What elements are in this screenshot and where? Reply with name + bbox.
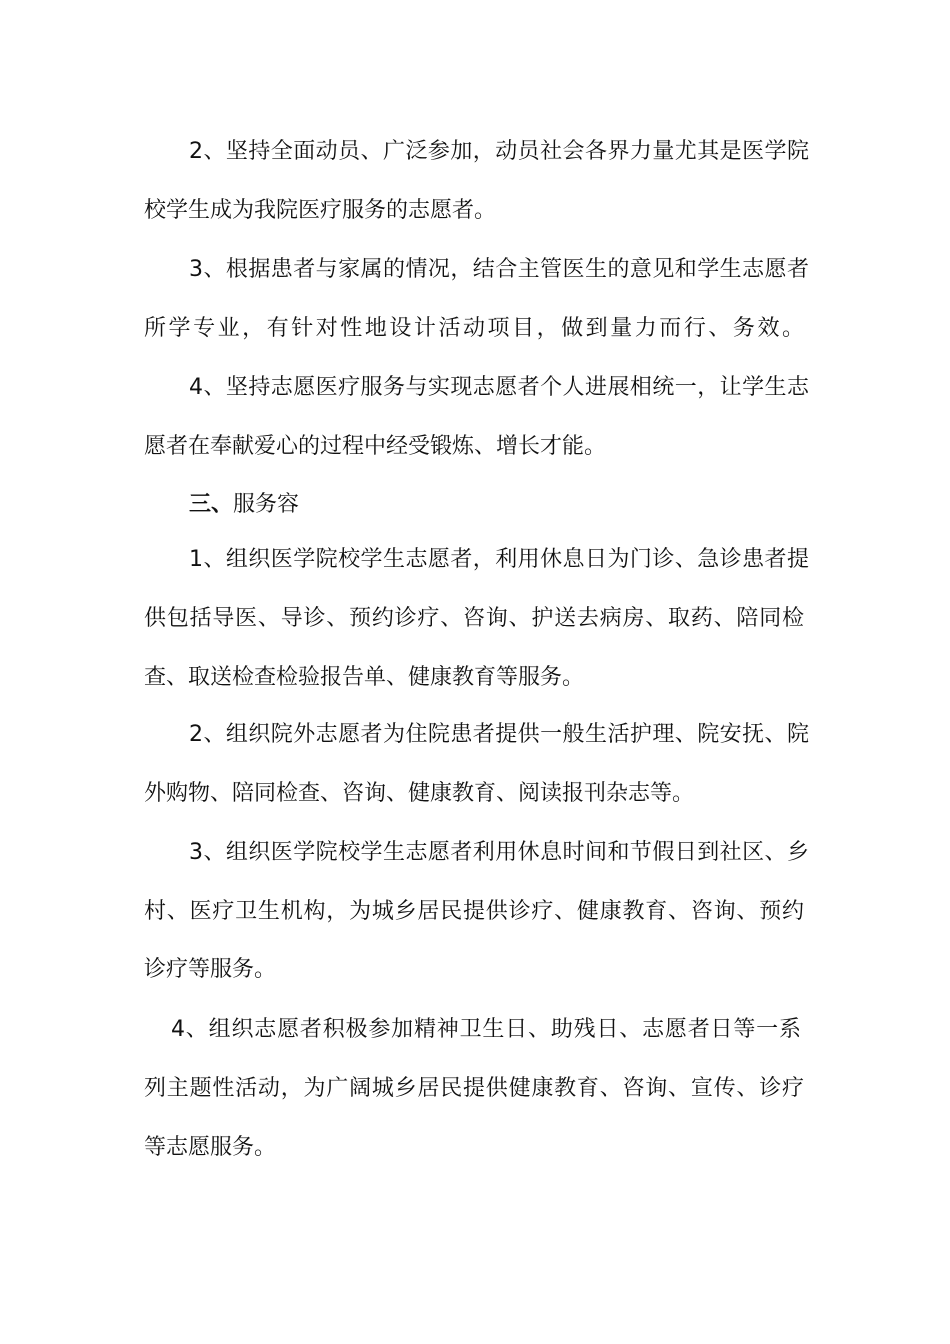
paragraph-4-line-2: 供包括导医、导诊、预约诊疗、咨询、护送去病房、取药、陪同检 (144, 606, 805, 631)
section-heading-text: 服务容 (233, 492, 300, 517)
paragraph-6-line-3: 诊疗等服务。 (144, 957, 277, 982)
paragraph-7-line-2: 列主题性活动，为广阔城乡居民提供健康教育、咨询、宣传、诊疗 (144, 1076, 805, 1101)
paragraph-5-line-1: 2、组织院外志愿者为住院患者提供一般生活护理、院安抚、院 (189, 722, 810, 747)
paragraph-4-line-3: 查、取送检查检验报告单、健康教育等服务。 (144, 665, 585, 690)
paragraph-7-line-3: 等志愿服务。 (144, 1135, 277, 1160)
section-heading-number: 三、 (189, 492, 234, 517)
paragraph-5-line-2: 外购物、陪同检查、咨询、健康教育、阅读报刊杂志等。 (144, 781, 695, 806)
paragraph-2-line-1: 3、根据患者与家属的情况，结合主管医生的意见和学生志愿者 (189, 257, 810, 282)
paragraph-1-line-2: 校学生成为我院医疗服务的志愿者。 (144, 198, 497, 223)
section-heading (189, 490, 489, 520)
paragraph-7-line-1: 4、组织志愿者积极参加精神卫生日、助残日、志愿者日等一系 (171, 1017, 802, 1042)
paragraph-4-line-1: 1、组织医学院校学生志愿者，利用休息日为门诊、急诊患者提 (189, 547, 810, 572)
paragraph-3-line-1: 4、坚持志愿医疗服务与实现志愿者个人进展相统一，让学生志 (189, 375, 810, 400)
paragraph-3-line-2: 愿者在奉献爱心的过程中经受锻炼、增长才能。 (144, 434, 607, 459)
paragraph-6-line-2: 村、医疗卫生机构，为城乡居民提供诊疗、健康教育、咨询、预约 (144, 899, 805, 924)
paragraph-6-line-1: 3、组织医学院校学生志愿者利用休息时间和节假日到社区、乡 (189, 840, 810, 865)
paragraph-1-line-1: 2、坚持全面动员、广泛参加，动员社会各界力量尤其是医学院 (189, 139, 810, 164)
paragraph-2-line-2: 所学专业，有针对性地设计活动项目，做到量力而行、务效。 (144, 316, 807, 341)
